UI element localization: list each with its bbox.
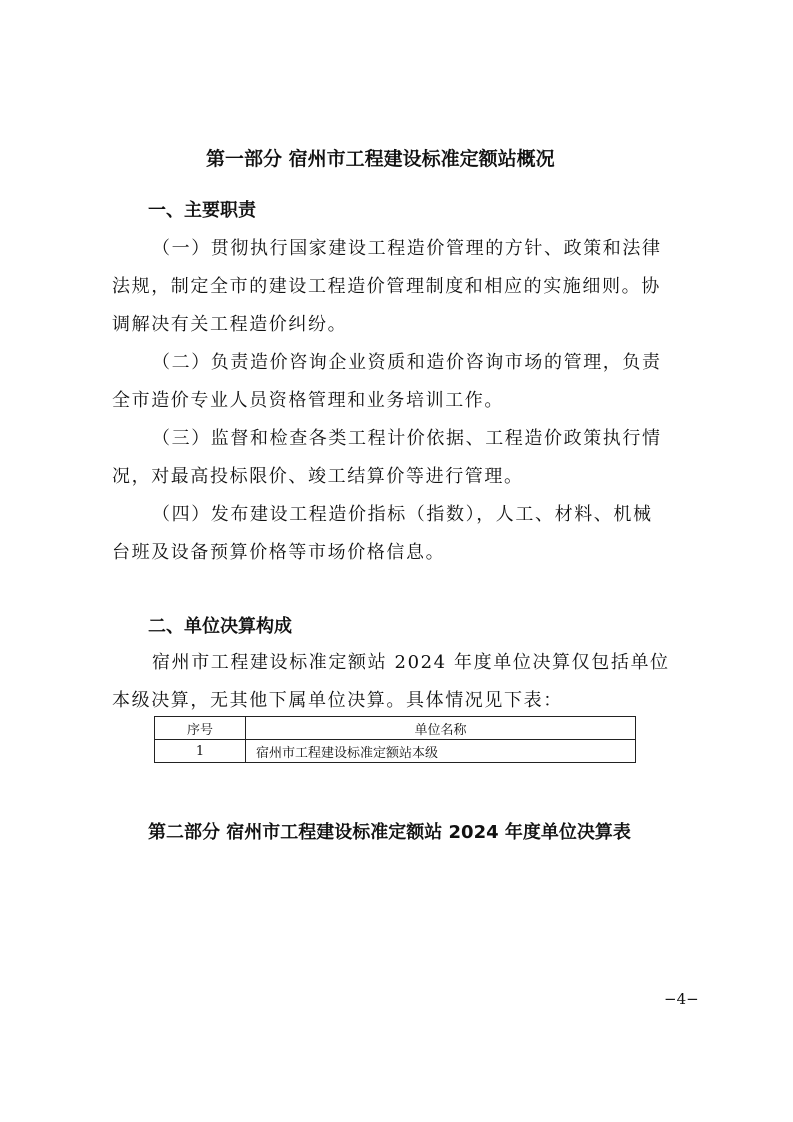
budget-line-1: 宿州市工程建设标准定额站 2024 年度单位决算仅包括单位 bbox=[152, 652, 670, 673]
duty-4-line-2: 台班及设备预算价格等市场价格信息。 bbox=[112, 542, 446, 563]
duty-1-line-1: （一）贯彻执行国家建设工程造价管理的方针、政策和法律 bbox=[152, 238, 662, 259]
duty-4-line-1: （四）发布建设工程造价指标（指数），人工、材料、机械 bbox=[152, 504, 653, 525]
column-header-index: 序号 bbox=[155, 717, 246, 740]
section2-heading: 二、单位决算构成 bbox=[148, 616, 292, 637]
table-row bbox=[155, 740, 636, 763]
part1-title: 第一部分 宿州市工程建设标准定额站概况 bbox=[206, 148, 555, 170]
cell-unit-name: 宿州市工程建设标准定额站本级 bbox=[246, 740, 636, 763]
duty-1-line-3: 调解决有关工程造价纠纷。 bbox=[112, 314, 348, 335]
duty-1-line-2: 法规，制定全市的建设工程造价管理制度和相应的实施细则。协 bbox=[112, 276, 661, 297]
unit-table bbox=[154, 716, 636, 763]
column-header-unit-name: 单位名称 bbox=[246, 717, 636, 740]
part2-title: 第二部分 宿州市工程建设标准定额站 2024 年度单位决算表 bbox=[148, 822, 631, 843]
cell-index: 1 bbox=[155, 740, 246, 763]
section1-heading: 一、主要职责 bbox=[148, 200, 256, 221]
budget-line-2: 本级决算，无其他下属单位决算。具体情况见下表： bbox=[112, 690, 563, 711]
duty-3-line-2: 况，对最高投标限价、竣工结算价等进行管理。 bbox=[112, 466, 524, 487]
duty-3-line-1: （三）监督和检查各类工程计价依据、工程造价政策执行情 bbox=[152, 428, 662, 449]
duty-2-line-1: （二）负责造价咨询企业资质和造价咨询市场的管理，负责 bbox=[152, 352, 662, 373]
page-number: −4− bbox=[664, 990, 699, 1008]
table-header-row bbox=[155, 717, 636, 740]
duty-2-line-2: 全市造价专业人员资格管理和业务培训工作。 bbox=[112, 390, 504, 411]
